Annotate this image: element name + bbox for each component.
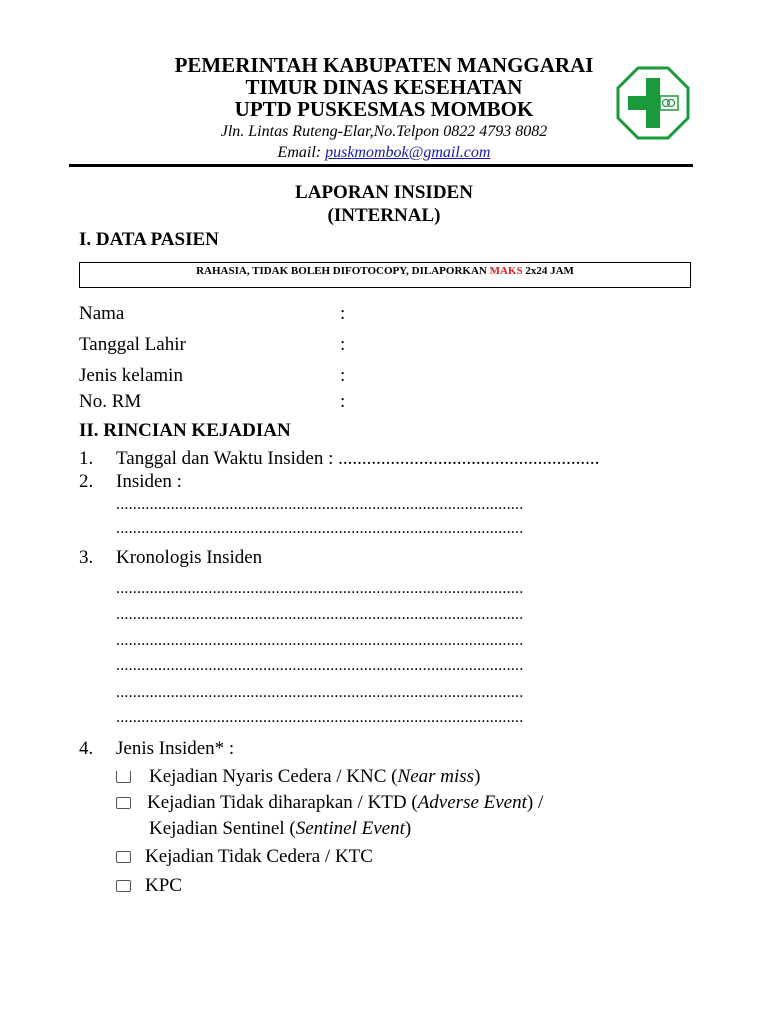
option-italic: Sentinel Event (295, 818, 405, 839)
header-line-3: UPTD PUSKESMAS MOMBOK (234, 97, 534, 121)
field-colon: : (340, 391, 346, 412)
dotted-line: ................................................................................................. (116, 606, 524, 623)
dotted-line: ................................................................................................. (116, 709, 524, 726)
email-label: Email: (277, 144, 326, 161)
item-insiden: Insiden : (116, 471, 182, 492)
field-label-no-rm: No. RM (79, 391, 142, 412)
field-label-nama: Nama (79, 303, 125, 324)
email-link[interactable]: puskmombok@gmail.com (325, 144, 491, 161)
item-kronologis-insiden: Kronologis Insiden (116, 547, 263, 568)
puskesmas-cross-logo-icon (616, 66, 690, 140)
report-subtitle: (INTERNAL) (327, 205, 441, 226)
option-text: Kejadian Nyaris Cedera / KNC ( (149, 766, 398, 787)
option-sentinel (149, 818, 411, 840)
item-number: 3. (79, 547, 94, 568)
field-colon: : (340, 365, 346, 386)
notice-duration: 2x24 JAM (522, 265, 574, 277)
field-colon: : (340, 303, 346, 324)
section-rincian-kejadian-heading: II. RINCIAN KEJADIAN (79, 420, 291, 441)
header-email-line (0, 143, 768, 163)
checkbox-icon[interactable] (116, 851, 131, 863)
option-text-end: ) (404, 818, 412, 839)
checkbox-icon[interactable] (116, 797, 131, 809)
option-knc[interactable] (116, 766, 480, 788)
report-title: LAPORAN INSIDEN (295, 182, 473, 203)
option-text: Kejadian Tidak diharapkan / KTD ( (147, 792, 418, 813)
option-text: KPC (145, 875, 182, 896)
option-kpc[interactable] (116, 875, 182, 897)
notice-maks: MAKS (489, 265, 523, 277)
item-jenis-insiden: Jenis Insiden* : (116, 738, 235, 759)
checkbox-icon[interactable] (116, 771, 131, 783)
item-number: 4. (79, 738, 94, 759)
checkbox-icon[interactable] (116, 880, 131, 892)
dotted-line: ................................................................................................. (116, 657, 524, 674)
header-line-1: PEMERINTAH KABUPATEN MANGGARAI (174, 53, 594, 77)
notice-text: RAHASIA, TIDAK BOLEH DIFOTOCOPY, DILAPORKAN (196, 265, 490, 277)
confidential-notice (79, 262, 691, 288)
header-divider (69, 164, 693, 167)
option-ktc[interactable] (116, 846, 373, 868)
item-number: 1. (79, 448, 94, 469)
item-number: 2. (79, 471, 94, 492)
dotted-line: ................................................................................................. (116, 632, 524, 649)
field-colon: : (340, 334, 346, 355)
option-italic: Adverse Event (417, 792, 527, 813)
dotted-line: ................................................................................................. (116, 684, 524, 701)
option-italic: Near miss (397, 766, 475, 787)
field-label-jenis-kelamin: Jenis kelamin (79, 365, 183, 386)
dotted-line: ................................................................................................. (116, 520, 524, 537)
item-tanggal-waktu-insiden: Tanggal dan Waktu Insiden : ....................................................... (116, 448, 600, 469)
option-ktd[interactable] (116, 792, 543, 814)
dotted-line: ................................................................................................. (116, 496, 524, 513)
option-text-end: ) / (526, 792, 544, 813)
header-line-2: TIMUR DINAS KESEHATAN (245, 75, 523, 99)
option-text: Kejadian Sentinel ( (149, 818, 296, 839)
dotted-line: ................................................................................................. (116, 580, 524, 597)
section-data-pasien-heading: I. DATA PASIEN (79, 229, 219, 250)
option-text-end: ) (474, 766, 481, 787)
header-address: Jln. Lintas Ruteng-Elar,No.Telpon 0822 4793 8082 (220, 123, 548, 140)
field-label-tanggal-lahir: Tanggal Lahir (79, 334, 186, 355)
option-text: Kejadian Tidak Cedera / KTC (145, 846, 373, 867)
